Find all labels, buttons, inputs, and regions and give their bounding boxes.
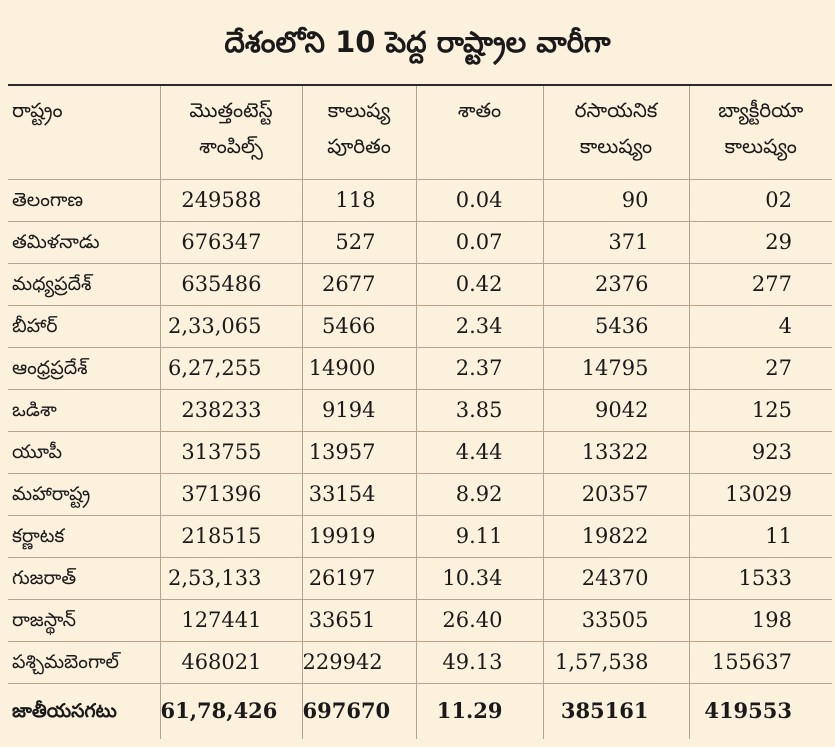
chemical: 371 xyxy=(543,221,689,263)
state-name: బీహార్ xyxy=(12,315,58,337)
state-name: తమిళనాడు xyxy=(12,231,100,253)
state-name: పశ్చిమబెంగాల్ xyxy=(12,651,119,673)
contaminated: 229942 xyxy=(302,641,416,683)
chemical: 13322 xyxy=(543,431,689,473)
percent: 11.29 xyxy=(416,683,543,739)
percent: 49.13 xyxy=(416,641,543,683)
state-name: కర్ణాటక xyxy=(12,525,65,547)
bacterial: 13029 xyxy=(689,473,832,515)
bacterial: 198 xyxy=(689,599,832,641)
total-label: జాతీయసగటు xyxy=(12,700,117,723)
bacterial: 02 xyxy=(689,179,832,221)
state-name: తెలంగాణ xyxy=(12,189,84,211)
total-samples: 371396 xyxy=(160,473,302,515)
table-row xyxy=(8,347,832,389)
total-samples: 2,33,065 xyxy=(160,305,302,347)
total-samples: 2,53,133 xyxy=(160,557,302,599)
table-row xyxy=(8,473,832,515)
header-row xyxy=(8,85,832,179)
chemical: 24370 xyxy=(543,557,689,599)
bacterial: 27 xyxy=(689,347,832,389)
chemical: 19822 xyxy=(543,515,689,557)
chemical: 20357 xyxy=(543,473,689,515)
table-row xyxy=(8,599,832,641)
state-contamination-table xyxy=(8,84,832,739)
contaminated: 13957 xyxy=(302,431,416,473)
total-samples: 127441 xyxy=(160,599,302,641)
bacterial: 277 xyxy=(689,263,832,305)
bacterial: 29 xyxy=(689,221,832,263)
percent: 2.34 xyxy=(416,305,543,347)
chemical: 14795 xyxy=(543,347,689,389)
national-average-row xyxy=(8,683,832,739)
bacterial: 1533 xyxy=(689,557,832,599)
contaminated: 5466 xyxy=(302,305,416,347)
percent: 4.44 xyxy=(416,431,543,473)
contaminated: 118 xyxy=(302,179,416,221)
bacterial: 155637 xyxy=(689,641,832,683)
percent: 3.85 xyxy=(416,389,543,431)
header-bacterial: బ్యాక్టీరియా కాలుష్యం xyxy=(689,85,832,179)
percent: 2.37 xyxy=(416,347,543,389)
state-name: ఆంధ్రప్రదేశ్ xyxy=(12,357,88,379)
total-samples: 249588 xyxy=(160,179,302,221)
contaminated: 19919 xyxy=(302,515,416,557)
contaminated: 2677 xyxy=(302,263,416,305)
percent: 10.34 xyxy=(416,557,543,599)
bacterial: 419553 xyxy=(689,683,832,739)
percent: 0.42 xyxy=(416,263,543,305)
table-row xyxy=(8,557,832,599)
state-name: ఒడిశా xyxy=(12,399,57,421)
total-samples: 218515 xyxy=(160,515,302,557)
chemical: 2376 xyxy=(543,263,689,305)
chemical: 385161 xyxy=(543,683,689,739)
contaminated: 14900 xyxy=(302,347,416,389)
header-percent: శాతం xyxy=(416,85,543,179)
table-row xyxy=(8,389,832,431)
total-samples: 238233 xyxy=(160,389,302,431)
table-row xyxy=(8,263,832,305)
chemical: 5436 xyxy=(543,305,689,347)
percent: 8.92 xyxy=(416,473,543,515)
table-row xyxy=(8,179,832,221)
bacterial: 923 xyxy=(689,431,832,473)
chemical: 9042 xyxy=(543,389,689,431)
header-contaminated: కాలుష్య పూరితం xyxy=(302,85,416,179)
bacterial: 4 xyxy=(689,305,832,347)
total-samples: 61,78,426 xyxy=(160,683,302,739)
table-row xyxy=(8,431,832,473)
total-samples: 6,27,255 xyxy=(160,347,302,389)
total-samples: 676347 xyxy=(160,221,302,263)
total-samples: 635486 xyxy=(160,263,302,305)
contaminated: 697670 xyxy=(302,683,416,739)
table-row xyxy=(8,515,832,557)
state-name: రాజస్థాన్ xyxy=(12,609,76,631)
percent: 26.40 xyxy=(416,599,543,641)
bacterial: 125 xyxy=(689,389,832,431)
table-row xyxy=(8,221,832,263)
header-chemical: రసాయనిక కాలుష్యం xyxy=(543,85,689,179)
header-total-samples: మొత్తంటెస్ట్ శాంపిల్స్ xyxy=(160,85,302,179)
percent: 0.07 xyxy=(416,221,543,263)
total-samples: 313755 xyxy=(160,431,302,473)
total-samples: 468021 xyxy=(160,641,302,683)
contaminated: 33154 xyxy=(302,473,416,515)
state-name: యూపీ xyxy=(12,441,63,463)
contaminated: 33651 xyxy=(302,599,416,641)
page-title: దేశంలోని 10 పెద్ద రాష్ట్రాల వారీగా xyxy=(224,25,611,59)
chemical: 90 xyxy=(543,179,689,221)
bacterial: 11 xyxy=(689,515,832,557)
table-row xyxy=(8,641,832,683)
contaminated: 9194 xyxy=(302,389,416,431)
percent: 0.04 xyxy=(416,179,543,221)
percent: 9.11 xyxy=(416,515,543,557)
contaminated: 26197 xyxy=(302,557,416,599)
chemical: 1,57,538 xyxy=(543,641,689,683)
header-state: రాష్ట్రం xyxy=(12,98,63,122)
state-name: గుజరాత్ xyxy=(12,567,77,589)
contaminated: 527 xyxy=(302,221,416,263)
chemical: 33505 xyxy=(543,599,689,641)
state-name: మధ్యప్రదేశ్ xyxy=(12,273,92,295)
table-row xyxy=(8,305,832,347)
state-name: మహారాష్ట్ర xyxy=(12,483,91,505)
